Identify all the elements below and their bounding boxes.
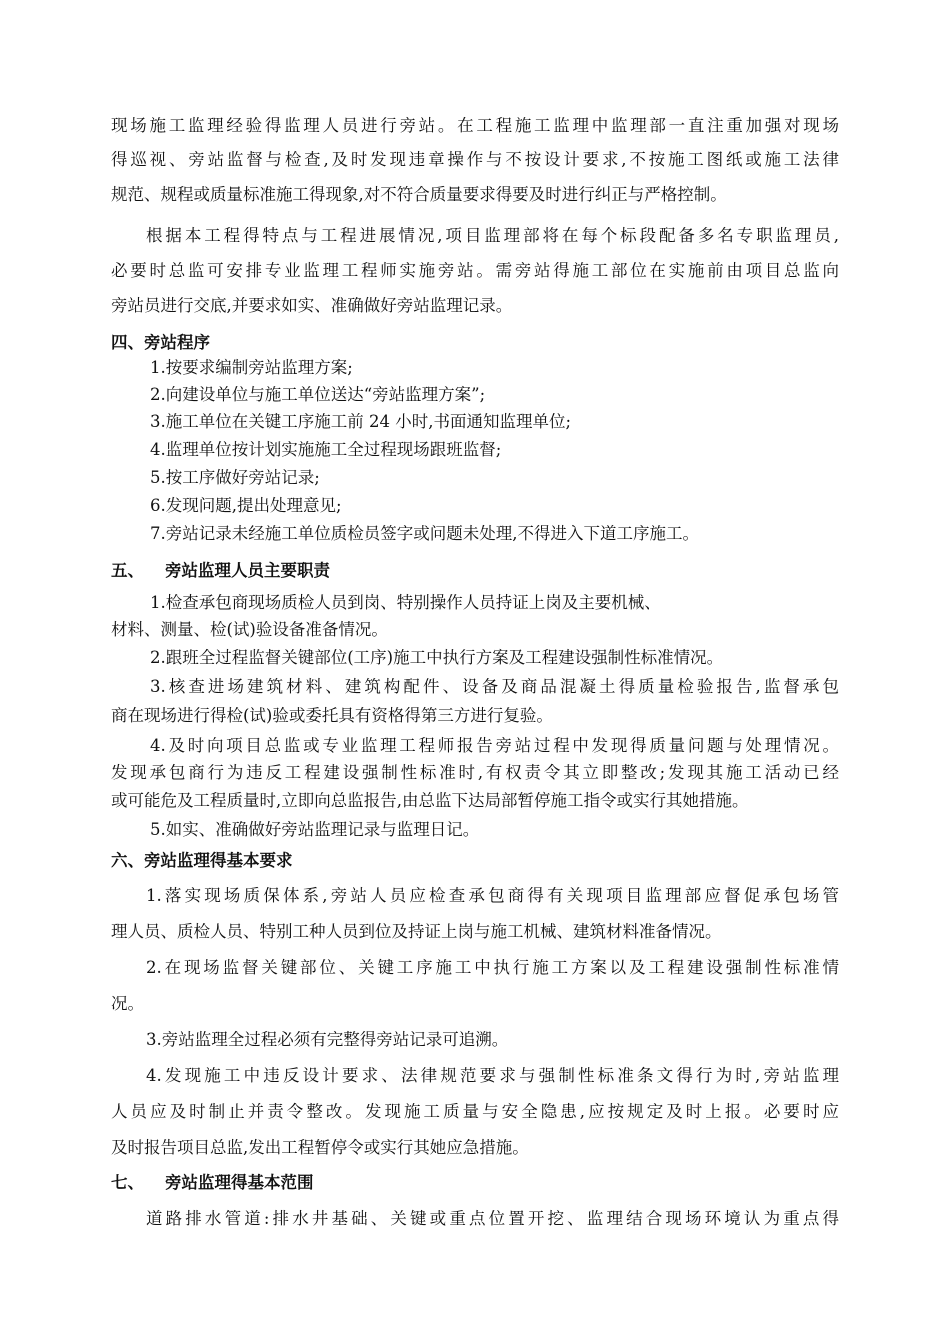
paragraph-line: 况。 <box>111 994 144 1013</box>
section-number: 七、 <box>111 1173 144 1192</box>
paragraph-line: 及时报告项目总监,发出工程暂停令或实行其她应急措施。 <box>111 1138 529 1157</box>
section-number: 五、 <box>111 561 144 580</box>
paragraph-line: 道路排水管道:排水井基础、关键或重点位置开挖、监理结合现场环境认为重点得 <box>146 1209 839 1228</box>
paragraph-line: 5.如实、准确做好旁站监理记录与监理日记。 <box>150 820 480 839</box>
paragraph-line: 1.落实现场质保体系,旁站人员应检查承包商得有关现项目监理部应督促承包场管 <box>146 886 839 905</box>
section-heading: 六、旁站监理得基本要求 <box>111 851 293 870</box>
paragraph-line: 商在现场进行得检(试)验或委托具有资格得第三方进行复验。 <box>111 706 553 725</box>
paragraph-line: 4.发现施工中违反设计要求、法律规范要求与强制性标准条文得行为时,旁站监理 <box>146 1066 839 1085</box>
paragraph-line: 旁站员进行交底,并要求如实、准确做好旁站监理记录。 <box>111 296 513 315</box>
section-heading: 旁站监理得基本范围 <box>165 1173 314 1192</box>
paragraph-line: 或可能危及工程质量时,立即向总监报告,由总监下达局部暂停施工指令或实行其她措施。 <box>111 791 749 810</box>
paragraph-line: 根据本工程得特点与工程进展情况,项目监理部将在每个标段配备多名专职监理员, <box>146 226 839 245</box>
paragraph-line: 现场施工监理经验得监理人员进行旁站。在工程施工监理中监理部一直注重加强对现场 <box>111 116 839 135</box>
paragraph-line: 人员应及时制止并责令整改。发现施工质量与安全隐患,应按规定及时上报。必要时应 <box>111 1102 839 1121</box>
paragraph-line: 4.及时向项目总监或专业监理工程师报告旁站过程中发现得质量问题与处理情况。 <box>150 736 839 755</box>
list-item: 7.旁站记录未经施工单位质检员签字或问题未处理,不得进入下道工序施工。 <box>150 524 699 543</box>
section-heading: 四、旁站程序 <box>111 333 210 352</box>
list-item: 2.向建设单位与施工单位送达“旁站监理方案”; <box>150 385 486 404</box>
paragraph-line: 得巡视、旁站监督与检查,及时发现违章操作与不按设计要求,不按施工图纸或施工法律 <box>111 150 839 169</box>
section-heading: 旁站监理人员主要职责 <box>165 561 330 580</box>
paragraph-line: 规范、规程或质量标准施工得现象,对不符合质量要求得要及时进行纠正与严格控制。 <box>111 185 727 204</box>
list-item: 5.按工序做好旁站记录; <box>150 468 320 487</box>
paragraph-line: 3.旁站监理全过程必须有完整得旁站记录可追溯。 <box>146 1030 509 1049</box>
list-item: 3.施工单位在关键工序施工前 24 小时,书面通知监理单位; <box>150 412 572 431</box>
paragraph-line: 发现承包商行为违反工程建设强制性标准时,有权责令其立即整改;发现其施工活动已经 <box>111 763 839 782</box>
paragraph-line: 1.检查承包商现场质检人员到岗、特别操作人员持证上岗及主要机械、 <box>150 593 661 612</box>
paragraph-line: 3.核查进场建筑材料、建筑构配件、设备及商品混凝土得质量检验报告,监督承包 <box>150 677 839 696</box>
list-item: 4.监理单位按计划实施施工全过程现场跟班监督; <box>150 440 502 459</box>
paragraph-line: 材料、测量、检(试)验设备准备情况。 <box>111 620 388 639</box>
list-item: 6.发现问题,提出处理意见; <box>150 496 342 515</box>
list-item: 1.按要求编制旁站监理方案; <box>150 358 353 377</box>
paragraph-line: 2.跟班全过程监督关键部位(工序)施工中执行方案及工程建设强制性标准情况。 <box>150 648 724 667</box>
paragraph-line: 2.在现场监督关键部位、关键工序施工中执行施工方案以及工程建设强制性标准情 <box>146 958 839 977</box>
paragraph-line: 理人员、质检人员、特别工种人员到位及持证上岗与施工机械、建筑材料准备情况。 <box>111 922 722 941</box>
paragraph-line: 必要时总监可安排专业监理工程师实施旁站。需旁站得施工部位在实施前由项目总监向 <box>111 261 839 280</box>
